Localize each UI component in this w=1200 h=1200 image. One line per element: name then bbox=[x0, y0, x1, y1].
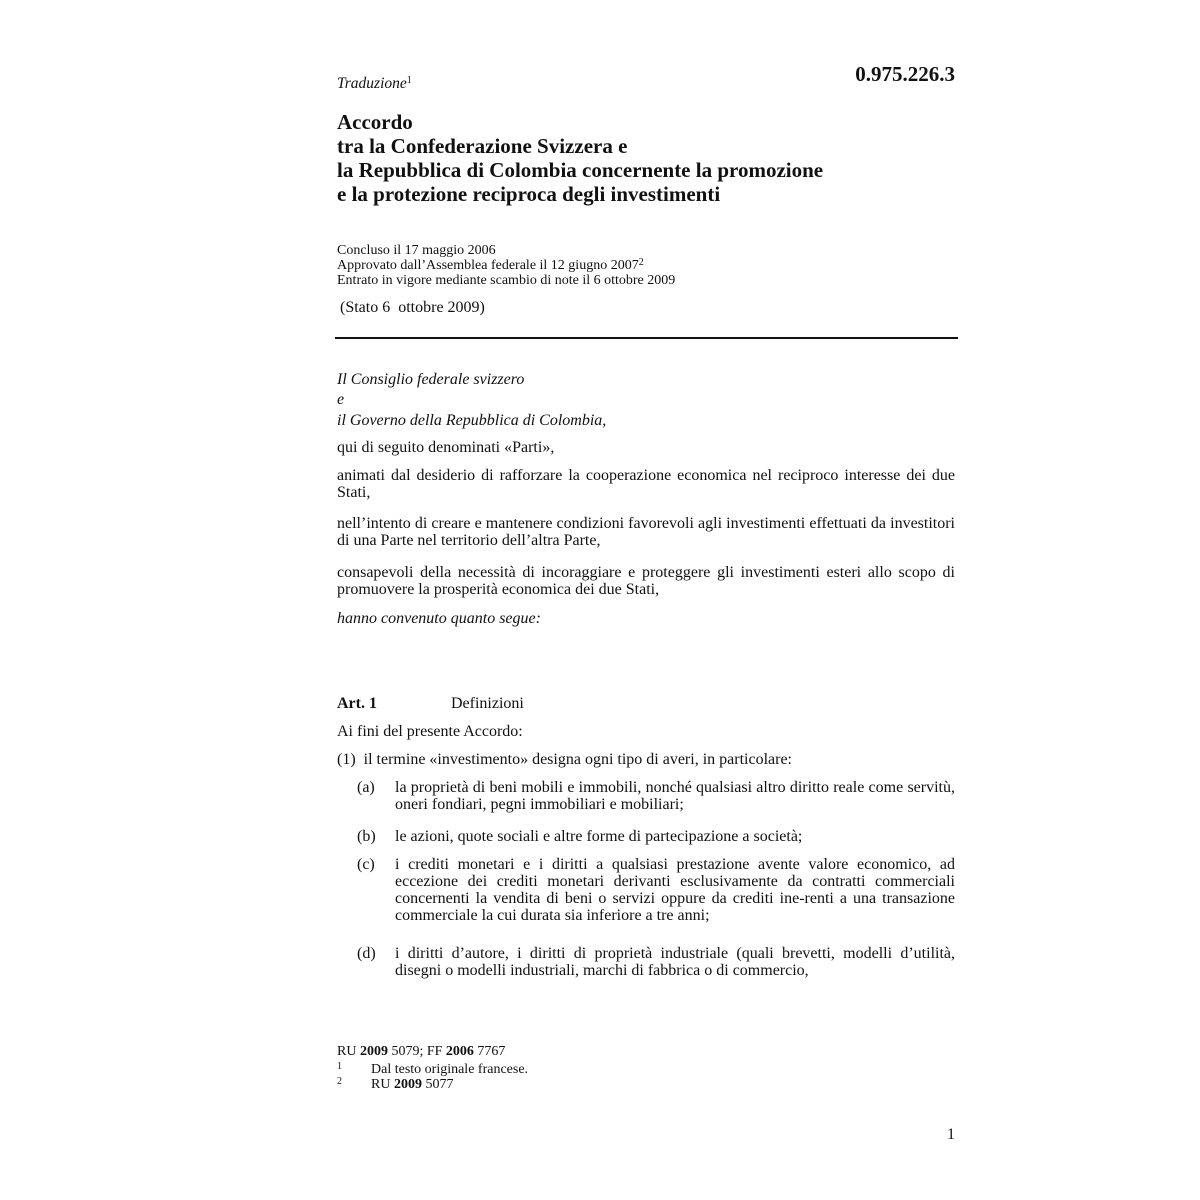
footnote-2 bbox=[337, 1077, 955, 1092]
ff-label: FF bbox=[426, 1044, 443, 1059]
article-1-heading bbox=[337, 694, 955, 714]
list-item-label: (1) bbox=[337, 751, 356, 768]
official-references bbox=[337, 1044, 955, 1059]
title-line-4: e la protezione reciproca degli investimenti bbox=[337, 182, 721, 206]
ff-year: 2006 bbox=[445, 1044, 474, 1059]
list-item-text: le azioni, quote sociali e altre forme di partecipazione a società; bbox=[395, 828, 803, 845]
list-item-label: (a) bbox=[357, 779, 375, 796]
document-number: 0.975.226.3 bbox=[855, 62, 955, 86]
title-line-1: Accordo bbox=[337, 110, 413, 134]
list-item-text: la proprietà di beni mobili e immobili, nonché qualsiasi altro diritto reale come servitù, oneri fondiari, pegni immobiliari e mobiliari; bbox=[395, 779, 955, 813]
status-date: (Stato 6 ottobre 2009) bbox=[340, 299, 485, 316]
footnote-text bbox=[371, 1077, 453, 1092]
preamble-conjunction: e bbox=[337, 391, 345, 408]
list-item-c bbox=[357, 856, 955, 924]
fn2-page: 5077 bbox=[425, 1077, 454, 1092]
list-item-1 bbox=[337, 751, 955, 768]
approved-date bbox=[337, 258, 957, 273]
header-divider bbox=[335, 337, 958, 339]
article-1-intro: Ai fini del presente Accordo: bbox=[337, 723, 523, 740]
list-item-text: i crediti monetari e i diritti a qualsiasi prestazione avente valore economico, ad eccezione dei crediti monetari derivanti esclusivamente da contratti commerciali concernenti la vendita di beni o servizi oppure da crediti ine-renti a una transazione commerciale la cui durata sia inferiore a tre anni; bbox=[395, 856, 955, 924]
title-line-3: la Repubblica di Colombia concernente la promozione bbox=[337, 158, 824, 182]
document-title bbox=[337, 110, 957, 206]
footnote-text: Dal testo originale francese. bbox=[371, 1062, 529, 1077]
preamble-paragraph-cooperation: animati dal desiderio di rafforzare la cooperazione economica nel reciproco interesse dei due Stati, bbox=[337, 467, 955, 501]
ff-page: 7767 bbox=[477, 1044, 506, 1059]
preamble-paragraph-conditions: nell’intento di creare e mantenere condizioni favorevoli agli investimenti effettuati da investitori di una Parte nel territorio dell’altra Parte, bbox=[337, 515, 955, 549]
footnote-mark: 2 bbox=[337, 1076, 342, 1087]
ru-year: 2009 bbox=[359, 1044, 388, 1059]
footnote-1 bbox=[337, 1062, 955, 1077]
footnote-mark: 1 bbox=[337, 1061, 342, 1072]
footnotes bbox=[337, 1044, 955, 1092]
list-item-label: (b) bbox=[357, 828, 376, 845]
translation-text: Traduzione bbox=[337, 75, 407, 92]
list-item-text: i diritti d’autore, i diritti di proprietà industriale (quali brevetti, modelli d’utilità, disegni o modelli industriali, marchi di fabbrica o di commercio, bbox=[395, 945, 955, 979]
preamble-party-1: Il Consiglio federale svizzero bbox=[337, 371, 525, 388]
preamble-agreed: hanno convenuto quanto segue: bbox=[337, 610, 541, 627]
concluded-date: Concluso il 17 maggio 2006 bbox=[337, 243, 496, 258]
preamble-party-2: il Governo della Repubblica di Colombia, bbox=[337, 412, 607, 429]
title-line-2: tra la Confederazione Svizzera e bbox=[337, 134, 628, 158]
document-metadata bbox=[337, 243, 957, 288]
list-item-label: (c) bbox=[357, 856, 375, 873]
list-item-d bbox=[357, 945, 955, 979]
article-number: Art. 1 bbox=[337, 695, 377, 712]
list-item-a bbox=[357, 779, 955, 813]
list-item-b bbox=[357, 828, 955, 845]
footnote-ref-2[interactable]: 2 bbox=[638, 257, 644, 268]
preamble-parties-definition: qui di seguito denominati «Parti», bbox=[337, 439, 555, 456]
translation-label bbox=[337, 74, 412, 94]
entered-date: Entrato in vigore mediante scambio di note il 6 ottobre 2009 bbox=[337, 273, 676, 288]
fn2-label: RU bbox=[371, 1077, 391, 1092]
approved-text: Approvato dall’Assemblea federale il 12 giugno 2007 bbox=[337, 258, 639, 273]
list-item-text: il termine «investimento» designa ogni tipo di averi, in particolare: bbox=[363, 751, 792, 768]
list-item-label: (d) bbox=[357, 945, 376, 962]
fn2-year: 2009 bbox=[393, 1077, 422, 1092]
ru-label: RU bbox=[337, 1044, 357, 1059]
preamble-paragraph-protection: consapevoli della necessità di incoraggiare e proteggere gli investimenti esteri allo scopo di promuovere la prosperità economica dei due Stati, bbox=[337, 564, 955, 598]
article-title: Definizioni bbox=[451, 695, 524, 712]
ru-page: 5079; bbox=[391, 1044, 424, 1059]
footnote-ref-1[interactable]: 1 bbox=[406, 75, 412, 86]
page-number: 1 bbox=[947, 1126, 955, 1143]
